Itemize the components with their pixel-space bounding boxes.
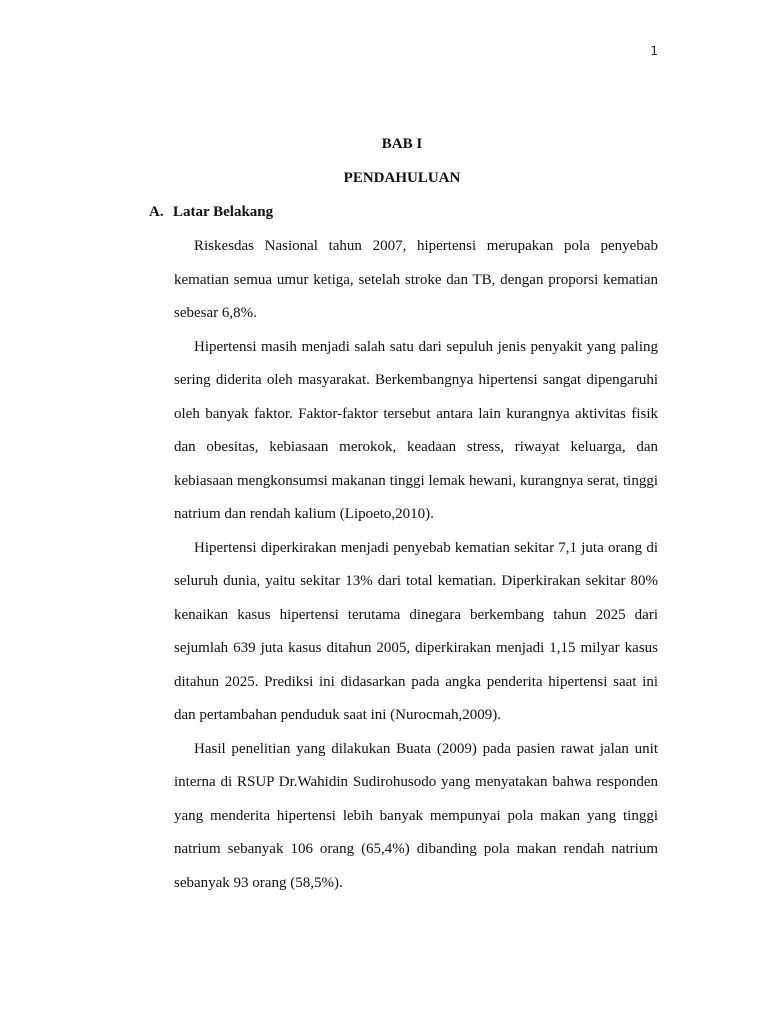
section-heading bbox=[149, 204, 273, 221]
chapter-number: BAB I bbox=[381, 136, 423, 152]
section-letter: A. bbox=[149, 204, 164, 220]
section-title: Latar Belakang bbox=[173, 204, 274, 220]
chapter-title: PENDAHULUAN bbox=[343, 170, 461, 186]
paragraph: Hipertensi masih menjadi salah satu dari sepuluh jenis penyakit yang paling sering diderita oleh masyarakat. Berkembangnya hipertensi sangat dipengaruhi oleh banyak faktor. Faktor-faktor tersebut antara lain kurangnya aktivitas fisik dan obesitas, kebiasaan merokok, keadaan stress, riwayat keluarga, dan kebiasaan mengkonsumsi makanan tinggi lemak hewani, kurangnya serat, tinggi natrium dan rendah kalium (Lipoeto,2010). bbox=[174, 338, 658, 522]
paragraph: Hipertensi diperkirakan menjadi penyebab kematian sekitar 7,1 juta orang di seluruh dunia, yaitu sekitar 13% dari total kematian. Diperkirakan sekitar 80% kenaikan kasus hipertensi terutama dinegara berkembang tahun 2025 dari sejumlah 639 juta kasus ditahun 2005, diperkirakan menjadi 1,15 milyar kasus ditahun 2025. Prediksi ini didasarkan pada angka penderita hipertensi saat ini dan pertambahan penduduk saat ini (Nurocmah,2009). bbox=[174, 539, 658, 723]
page-number: 1 bbox=[650, 44, 658, 58]
body-text bbox=[174, 230, 658, 900]
paragraph: Riskesdas Nasional tahun 2007, hipertensi merupakan pola penyebab kematian semua umur ketiga, setelah stroke dan TB, dengan proporsi kematian sebesar 6,8%. bbox=[174, 238, 658, 321]
paragraph: Hasil penelitian yang dilakukan Buata (2009) pada pasien rawat jalan unit interna di RSUP Dr.Wahidin Sudirohusodo yang menyatakan bahwa responden yang menderita hipertensi lebih banyak mempunyai pola makan yang tinggi natrium sebanyak 106 orang (65,4%) dibanding pola makan rendah natrium sebanyak 93 orang (58,5%). bbox=[174, 740, 658, 891]
